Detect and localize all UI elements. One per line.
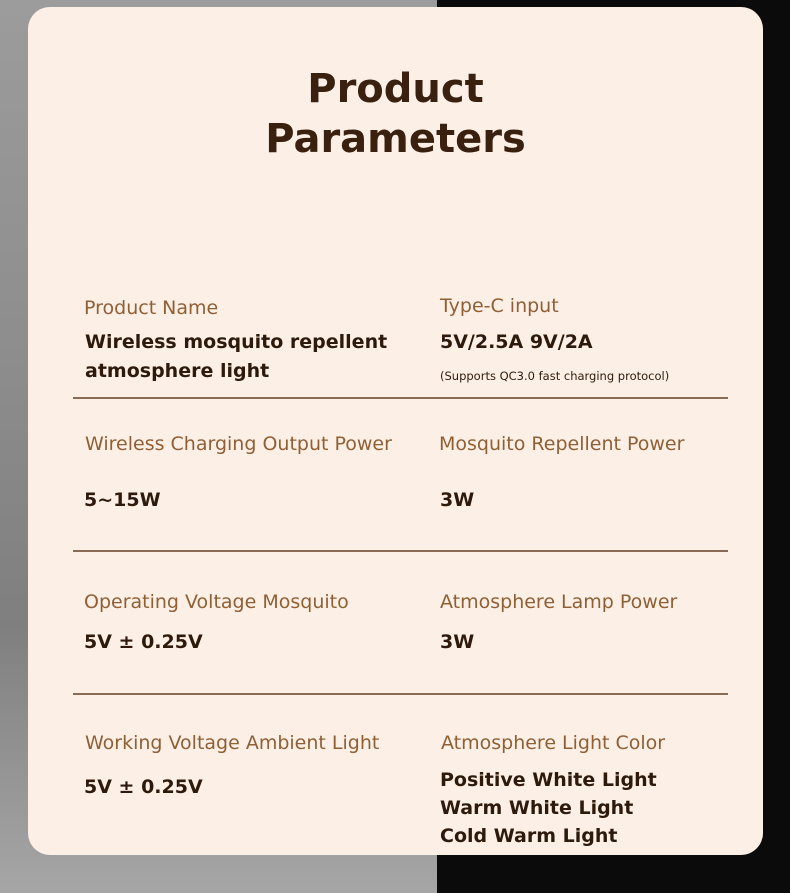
value-line: 3W bbox=[440, 489, 475, 511]
value-line: 5V/2.5A 9V/2A bbox=[440, 331, 593, 353]
param-label-lamp-power: Atmosphere Lamp Power bbox=[440, 591, 678, 613]
param-value-product-name bbox=[85, 328, 387, 386]
value-line: Warm White Light bbox=[440, 797, 634, 819]
value-line: atmosphere light bbox=[85, 360, 270, 382]
param-value-light-color bbox=[440, 766, 657, 850]
param-value-operating-voltage bbox=[84, 628, 203, 657]
value-line: Positive White Light bbox=[440, 769, 657, 791]
value-line: Cold Warm Light bbox=[440, 825, 618, 847]
param-label-typec-input: Type-C input bbox=[440, 295, 559, 317]
param-label-wireless-output: Wireless Charging Output Power bbox=[85, 433, 392, 455]
row-divider bbox=[73, 397, 728, 399]
param-label-operating-voltage: Operating Voltage Mosquito bbox=[84, 591, 349, 613]
param-value-mosquito-power bbox=[440, 486, 474, 515]
param-label-working-voltage: Working Voltage Ambient Light bbox=[85, 732, 380, 754]
param-value-wireless-output bbox=[84, 486, 161, 515]
value-line: 5V ± 0.25V bbox=[84, 631, 203, 653]
value-line: 5V ± 0.25V bbox=[84, 776, 203, 798]
param-label-mosquito-power: Mosquito Repellent Power bbox=[439, 433, 685, 455]
row-divider bbox=[73, 693, 728, 695]
param-note-fast-charging: (Supports QC3.0 fast charging protocol) bbox=[440, 369, 670, 383]
value-line: 3W bbox=[440, 631, 475, 653]
param-label-product-name: Product Name bbox=[84, 297, 219, 319]
param-value-working-voltage bbox=[84, 773, 203, 802]
value-line: 5~15W bbox=[84, 489, 161, 511]
param-label-light-color: Atmosphere Light Color bbox=[441, 732, 666, 754]
row-divider bbox=[73, 550, 728, 552]
title-line-1: Product bbox=[307, 66, 484, 112]
value-line: Wireless mosquito repellent bbox=[85, 331, 388, 353]
title-line-2: Parameters bbox=[265, 116, 526, 162]
param-value-typec-input bbox=[440, 328, 593, 357]
parameters-card bbox=[28, 7, 763, 855]
param-value-lamp-power bbox=[440, 628, 474, 657]
page-title bbox=[28, 64, 763, 164]
